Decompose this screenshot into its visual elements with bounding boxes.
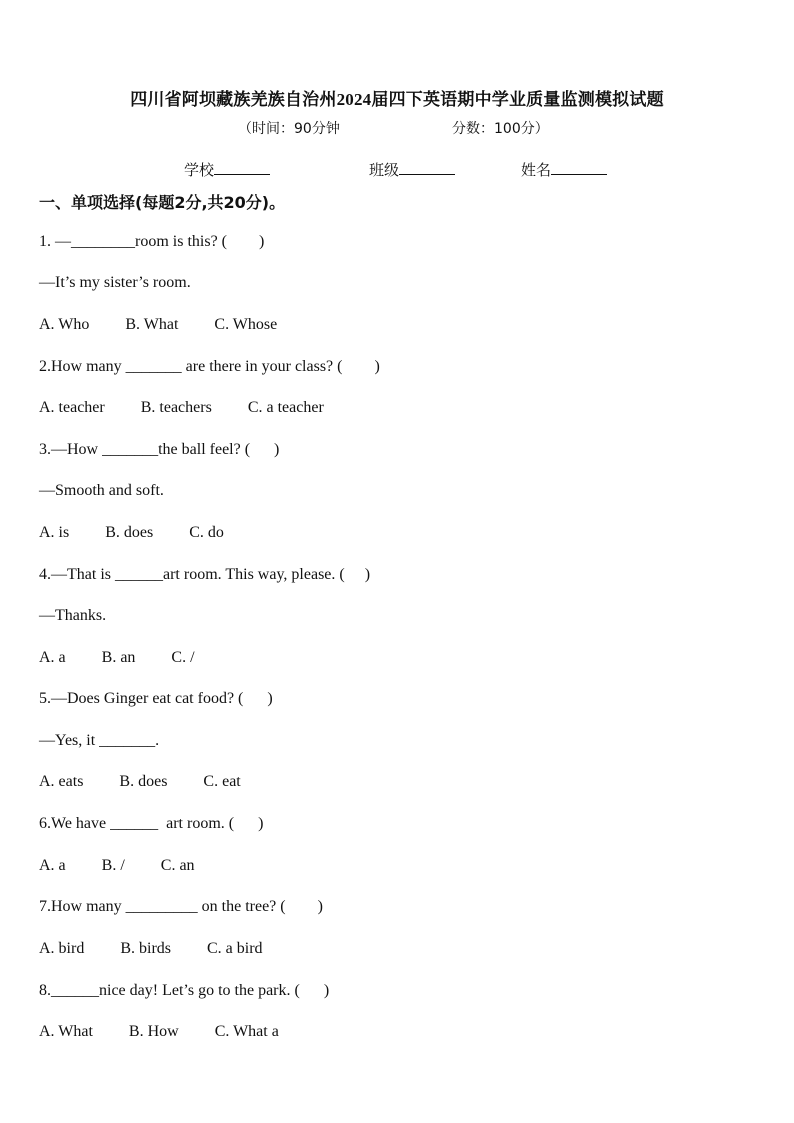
- school-field: [184, 159, 270, 180]
- question-line: 1. —________room is this? ( ): [39, 233, 265, 250]
- score-info: 分数：100分）: [452, 121, 549, 137]
- class-label: 班级: [369, 161, 400, 179]
- question-line: 4.—That is ______art room. This way, please. ( ): [39, 566, 371, 583]
- class-field: [369, 159, 455, 180]
- time-info: （时间：90分钟: [238, 121, 340, 137]
- options-line: A. is B. does C. do: [39, 524, 224, 541]
- question-line: 7.How many _________ on the tree? ( ): [39, 898, 323, 915]
- options-line: A. a B. / C. an: [39, 857, 195, 874]
- answer-line: —Smooth and soft.: [39, 482, 164, 499]
- options-line: A. teacher B. teachers C. a teacher: [39, 399, 324, 416]
- answer-line: —Thanks.: [39, 607, 107, 624]
- school-blank[interactable]: [214, 160, 270, 175]
- section-heading: 一、单项选择(每题2分,共20分)。: [39, 193, 286, 212]
- options-line: A. a B. an C. /: [39, 649, 195, 666]
- options-line: A. bird B. birds C. a bird: [39, 940, 263, 957]
- question-line: 2.How many _______ are there in your class? ( ): [39, 358, 380, 375]
- question-line: 6.We have ______ art room. ( ): [39, 815, 264, 832]
- name-blank[interactable]: [551, 160, 607, 175]
- answer-line: —Yes, it _______.: [39, 732, 160, 749]
- school-label: 学校: [184, 161, 215, 179]
- class-blank[interactable]: [399, 160, 455, 175]
- document-title: 四川省阿坝藏族羌族自治州2024届四下英语期中学业质量监测模拟试题: [130, 90, 664, 109]
- answer-line: —It’s my sister’s room.: [39, 274, 191, 291]
- question-line: 8.______nice day! Let’s go to the park. ( ): [39, 982, 330, 999]
- question-line: 5.—Does Ginger eat cat food? ( ): [39, 690, 273, 707]
- question-line: 3.—How _______the ball feel? ( ): [39, 441, 280, 458]
- options-line: A. What B. How C. What a: [39, 1023, 279, 1040]
- name-label: 姓名: [521, 161, 552, 179]
- name-field: [521, 159, 607, 180]
- options-line: A. eats B. does C. eat: [39, 773, 241, 790]
- options-line: A. Who B. What C. Whose: [39, 316, 278, 333]
